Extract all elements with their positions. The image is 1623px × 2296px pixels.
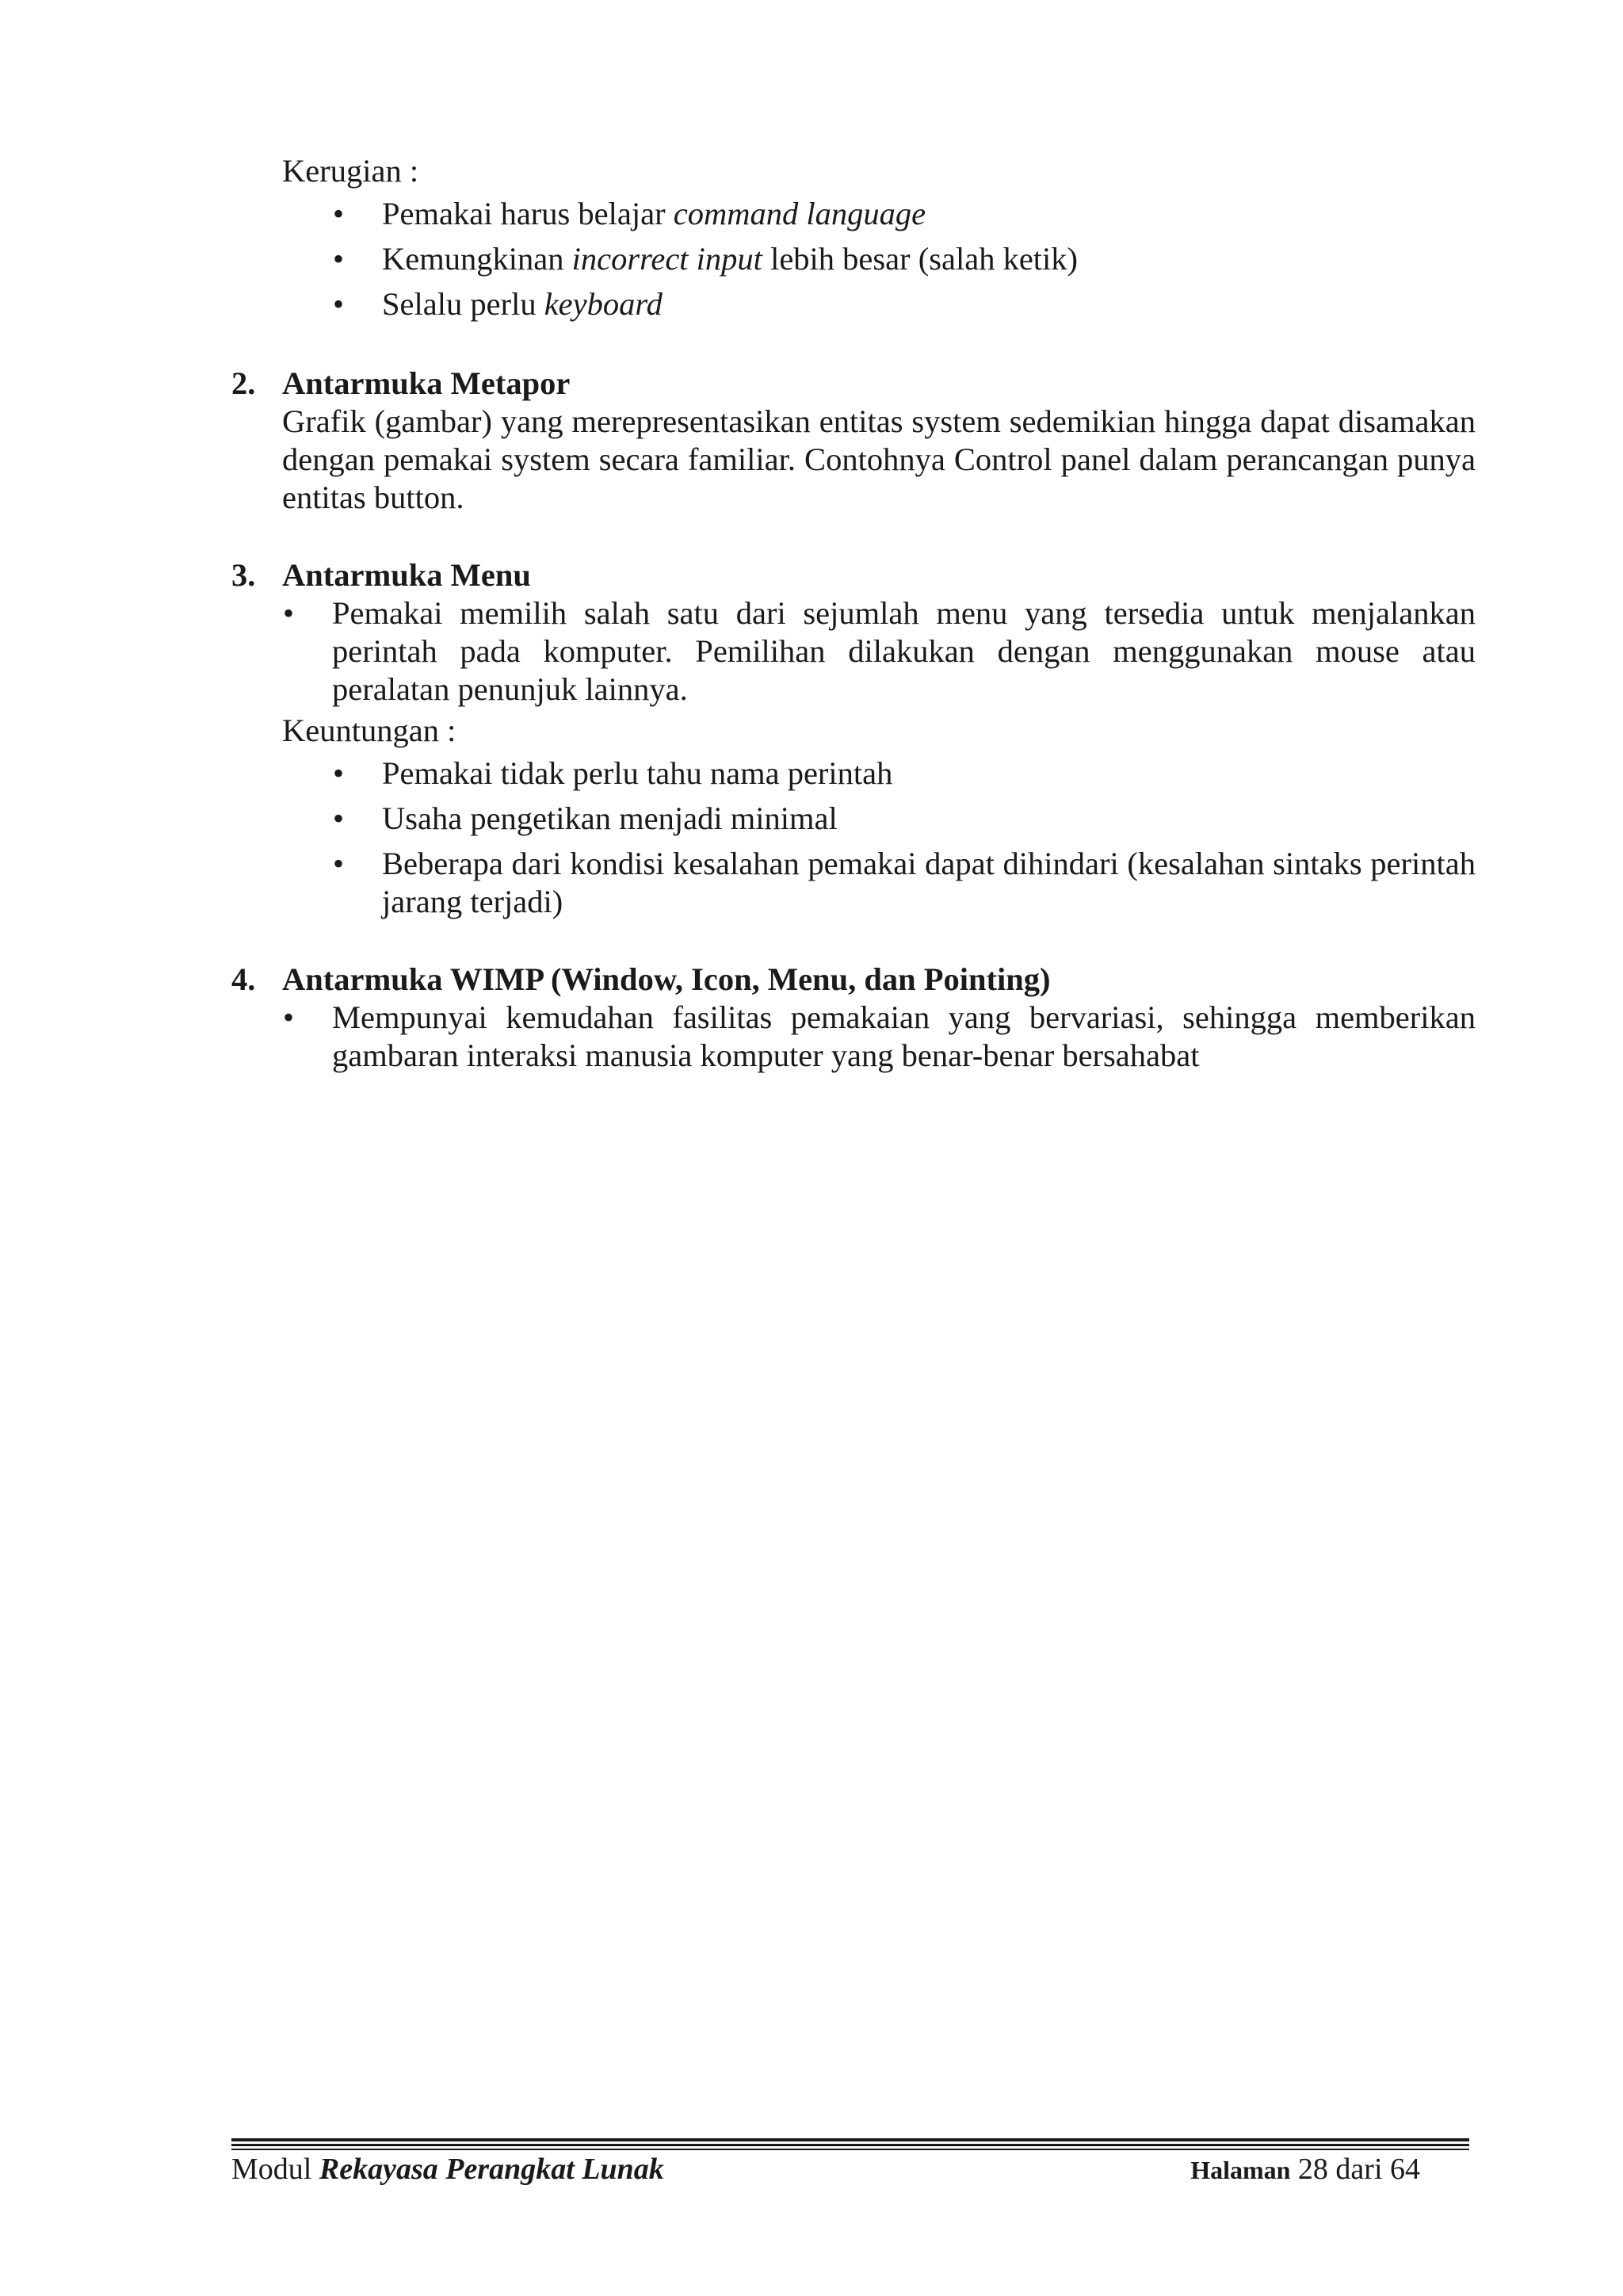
item-text: Pemakai harus belajar	[382, 196, 674, 231]
page-footer	[231, 2149, 1420, 2189]
list-item	[382, 285, 1476, 323]
footer-divider	[231, 2138, 1469, 2150]
list-item: • Usaha pengetikan menjadi minimal	[382, 800, 1476, 838]
section-number: 3.	[231, 557, 256, 593]
list-item: • Pemakai memilih salah satu dari sejumlah menu yang tersedia untuk menjalankan perintah pada komputer. Pemilihan dilakukan dengan menggunakan mouse atau peralatan penunjuk lainnya.	[332, 594, 1476, 709]
section-title: Antarmuka WIMP (Window, Icon, Menu, dan Pointing)	[282, 961, 1051, 997]
kerugian-label: Kerugian :	[282, 153, 419, 189]
section-number: 2.	[231, 365, 256, 401]
page-content	[231, 152, 1476, 1075]
kerugian-list	[282, 195, 1476, 323]
footer-module	[231, 2149, 664, 2189]
section-wimp	[231, 961, 1476, 1075]
section-title: Antarmuka Metapor	[282, 365, 571, 401]
list-item: • Beberapa dari kondisi kesalahan pemakai dapat dihindari (kesalahan sintaks perintah jarang terjadi)	[382, 845, 1476, 921]
item-text: lebih besar (salah ketik)	[762, 241, 1079, 277]
keuntungan-list	[282, 755, 1476, 921]
section-body: Grafik (gambar) yang merepresentasikan entitas system sedemikian hingga dapat disamakan dengan pemakai system secara familiar. Contohnya Control panel dalam perancangan punya entitas button.	[282, 403, 1476, 515]
footer-module-prefix: Modul	[231, 2153, 319, 2186]
menu-bullet-list	[282, 594, 1476, 709]
list-item	[382, 195, 1476, 233]
section-menu	[231, 556, 1476, 921]
footer-page-number	[1190, 2149, 1420, 2190]
item-text: Kemungkinan	[382, 241, 572, 277]
footer-page-info: 28 dari 64	[1290, 2153, 1420, 2186]
list-item: • Mempunyai kemudahan fasilitas pemakaian yang bervariasi, sehingga memberikan gambaran interaksi manusia komputer yang benar-benar bersahabat	[332, 999, 1476, 1075]
item-emphasis: incorrect input	[571, 241, 762, 277]
list-item: • Pemakai tidak perlu tahu nama perintah	[382, 755, 1476, 793]
section-number: 4.	[231, 961, 256, 997]
item-emphasis: command language	[673, 196, 926, 231]
wimp-bullet-list	[282, 999, 1476, 1075]
section-title: Antarmuka Menu	[282, 557, 531, 593]
section-metapor	[231, 365, 1476, 517]
footer-page-word: Halaman	[1190, 2156, 1291, 2184]
footer-module-name: Rekayasa Perangkat Lunak	[319, 2153, 664, 2186]
list-item	[382, 240, 1476, 278]
item-text: Selalu perlu	[382, 286, 544, 322]
keuntungan-label: Keuntungan :	[282, 712, 456, 748]
item-emphasis: keyboard	[544, 286, 663, 322]
